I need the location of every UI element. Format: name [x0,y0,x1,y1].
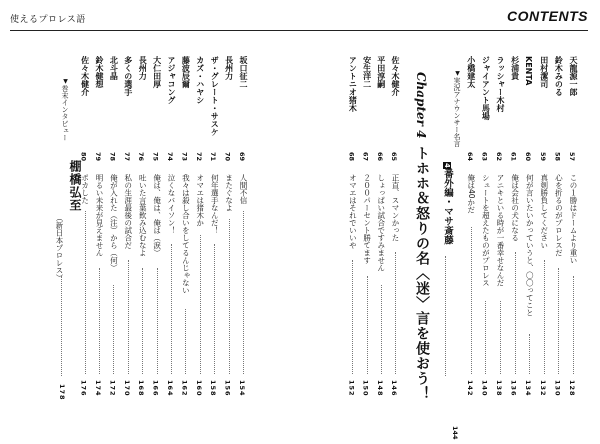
entry-quote: 正直、スマンかった [391,174,400,242]
dot-leader [381,285,382,374]
entry-page-number: 140 [480,380,489,397]
dot-leader [157,268,158,374]
entry-quote: 吐いた言葉飲み込むなよ [138,174,148,257]
entry-quote: ポカした [80,174,90,204]
book-title: 使えるプロレス語 [10,15,86,25]
entry-quote: しょっぱい試合ですみません [376,174,386,272]
entry-speaker: 長州力 [224,56,234,80]
triangle-marker-icon: ▼ [454,70,461,77]
entry-speaker: 佐々木健介 [391,56,400,96]
entry-page-number: 162 [180,380,189,397]
entry-speaker: ザ・グレート・サスケ [210,56,220,136]
dot-leader [573,276,574,374]
entry-number: 57 [568,152,576,162]
entry-number: 68 [347,152,356,162]
entry-speaker: 鈴木健想 [95,56,104,88]
entry-page-number: 172 [108,380,117,397]
entry-page-number: 132 [538,380,547,397]
entry-page-number: 134 [524,380,533,397]
dot-leader [128,260,129,374]
entry-number: 72 [194,152,203,162]
entry-quote: 俺が入れた（注）から（何） [109,174,119,272]
triangle-marker-icon: ▼ [62,78,69,85]
entry-number: 65 [390,152,398,162]
entry-number: 60 [524,152,533,162]
dot-leader [515,252,516,374]
entry-speaker: カズ・ハヤシ [195,56,205,104]
entry-page-number: 146 [390,380,398,397]
dot-leader [395,252,396,374]
entry-page-number: 160 [194,380,203,397]
entry-number: 79 [94,152,102,162]
entry-quote: 俺は会社の犬になる [510,174,520,242]
entry-quote: オマエはそれでいいや [348,174,358,249]
entry-page-number: 142 [465,380,474,397]
dot-leader [113,285,114,374]
entry-speaker: 平田淳嗣 [376,56,386,88]
entry-number: 73 [180,152,189,162]
entry-page-number: 136 [509,380,518,397]
entry-quote: 人間不信 [239,174,248,204]
entry-speaker: KENTA [524,56,534,86]
entry-number: 70 [223,152,232,162]
dot-leader [367,276,368,374]
interview-name: 棚橋弘至 [68,160,82,212]
entry-page-number: 128 [568,380,576,397]
entry-quote: シュートを超えたものがプロレス [481,174,491,287]
entry-page-number: 138 [495,380,503,397]
section-special-lead-text: 実況アナウンサー名言 [453,77,461,147]
interview-label [60,78,70,141]
entry-number: 59 [538,152,547,162]
entry-number: 67 [361,152,370,162]
section-special-page: 144 [451,426,459,440]
entry-number: 77 [122,152,131,162]
entry-quote: オマエは猪木か [195,174,205,227]
dot-leader [185,309,186,374]
dot-leader [229,219,230,374]
entry-speaker: 藤波辰爾 [181,56,191,88]
entry-speaker: アントニオ猪木 [348,56,358,112]
header-divider [10,30,588,31]
dot-leader [171,244,172,374]
interview-page: 178 [58,384,66,401]
entry-speaker: 天龍源一郎 [569,56,578,96]
entry-page-number: 170 [122,380,131,397]
dot-leader [200,235,201,374]
entry-quote: 何が言いたいかっていうと、〇〇ってこと [525,174,535,317]
dot-leader [500,301,501,374]
entry-speaker: 坂口征二 [239,56,248,88]
entry-quote: ２００パーセント勝てます [362,174,372,264]
entry-number: 78 [108,152,117,162]
entry-number: 58 [553,152,562,162]
entry-number: 61 [509,152,518,162]
entry-page-number: 168 [137,380,146,397]
entry-quote: 俺は40かだ [466,174,476,214]
entry-number: 62 [495,152,503,162]
dot-leader [471,227,472,374]
entry-number: 75 [151,152,160,162]
entry-number: 74 [166,152,174,162]
dot-leader [142,268,143,374]
dot-leader [99,268,100,374]
section-special-lead [452,70,462,147]
entry-speaker: 多くの選手 [123,56,133,96]
entry-page-number: 130 [553,380,562,397]
entry-quote: アニキといる時が一番幸せなんだ [496,174,505,287]
entry-page-number: 152 [347,380,356,397]
entry-page-number: 176 [79,380,88,397]
entry-quote: 何年選手なんだ！ [210,174,220,234]
entry-number: 69 [238,152,246,162]
entry-quote: 真剣勝負してください [539,174,549,249]
entry-page-number: 156 [223,380,232,397]
dot-leader [529,334,530,374]
entry-page-number: 164 [166,380,174,397]
entry-speaker: アジャコング [167,56,176,104]
entry-quote: 我々は殺し合いをしてるんじゃない [181,174,191,294]
dot-leader [61,276,62,376]
chapter-title: トホホ＆怒りの名〈迷〉言を使おう！ [414,146,430,401]
entry-speaker: 杉浦貴 [510,56,520,80]
interview-label-text: 巻末インタビュー [61,85,69,141]
entry-quote: 明るい未来が見えません [95,174,104,257]
entry-page-number: 154 [238,380,246,397]
entry-number: 71 [209,152,218,162]
dot-leader [445,256,446,376]
entry-quote: 心を折るのがプロレスだ [554,174,564,257]
entry-speaker: 田村潔司 [539,56,549,88]
entry-speaker: 長州力 [138,56,148,80]
entry-number: 80 [79,152,88,162]
section-special-badge: 4 [443,163,451,168]
dot-leader [243,211,244,374]
dot-leader [214,244,215,374]
chapter-label: Chapter 4 [414,72,428,139]
entry-speaker: ラッシャー木村 [496,56,505,112]
entry-number: 63 [480,152,489,162]
entry-quote: 俺は、俺は、俺は（涙） [152,174,162,257]
contents-heading: CONTENTS [507,8,588,24]
entry-page-number: 174 [94,380,102,397]
entry-number: 64 [465,152,474,162]
entry-speaker: 安生洋二 [362,56,372,88]
entry-page-number: 150 [361,380,370,397]
entry-speaker: 北斗晶 [109,56,119,80]
interview-affiliation: （新日本プロレス） [55,214,64,282]
entry-speaker: 鈴木みのる [554,56,564,96]
entry-number: 66 [375,152,384,162]
section-special-title [440,162,454,245]
entry-page-number: 158 [209,380,218,397]
dot-leader [485,301,486,374]
entry-quote: 私の生涯最後の試合だ [123,174,133,249]
entry-number: 76 [137,152,146,162]
section-special-title-text: 番外編・マサ斎藤 [442,168,453,245]
dot-leader [85,211,86,374]
dot-leader [544,260,545,374]
entry-page-number: 166 [151,380,160,397]
entry-page-number: 148 [375,380,384,397]
dot-leader [558,268,559,374]
entry-quote: またぐなよ [224,174,234,212]
entry-speaker: ジャイアント馬場 [481,56,491,120]
entry-speaker: 大仁田厚 [152,56,162,88]
entry-speaker: 小橋建太 [466,56,476,88]
dot-leader [352,260,353,374]
entry-quote: 泣くなバイソン！ [167,174,176,234]
entry-quote: この１勝はドームより重い [569,174,578,264]
entry-speaker: 佐々木健介 [80,56,90,96]
